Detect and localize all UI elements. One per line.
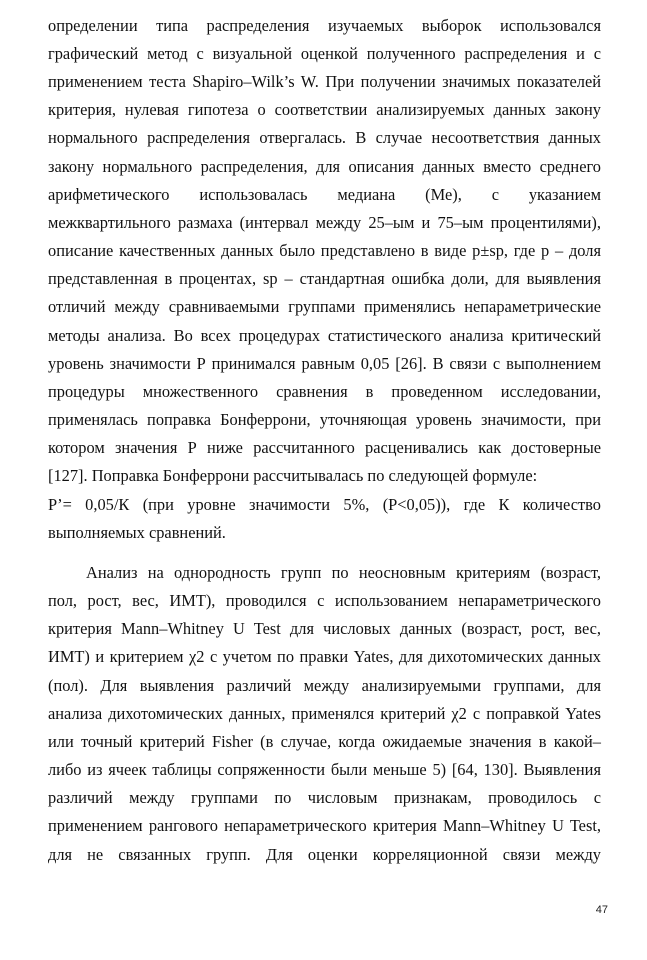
text-line: [127]. Поправка Бонферрони рассчитывалась по следующей формуле: bbox=[48, 466, 538, 485]
text-line: определении типа распределения изучаемых выборок использовался bbox=[48, 16, 601, 35]
text-line: отличий между сравниваемыми группами применялись непараметрические bbox=[48, 297, 601, 316]
text-line: или точный критерий Fisher (в случае, когда ожидаемые значения в какой– bbox=[48, 732, 601, 751]
page-number: 47 bbox=[595, 904, 608, 916]
text-line: либо из ячеек таблицы сопряженности были меньше 5) [64, 130]. Выявления bbox=[48, 760, 601, 779]
text-line: межквартильного размаха (интервал между 25–ым и 75–ым процентилями), bbox=[48, 213, 601, 232]
text-line: применялась поправка Бонферрони, уточняющая уровень значимости, при bbox=[48, 410, 601, 429]
text-line: представленная в процентах, sp – стандартная ошибка доли, для выявления bbox=[48, 269, 601, 288]
paragraph-first-line: Анализ на однородность групп по неосновным критериям (возраст, bbox=[86, 563, 601, 582]
text-line: критерия, нулевая гипотеза о соответствии анализируемых данных закону bbox=[48, 100, 601, 119]
text-line: нормального распределения отвергалась. В случае несоответствия данных bbox=[48, 128, 601, 147]
text-line: котором значения Р ниже рассчитанного расценивались как достоверные bbox=[48, 438, 601, 457]
text-line: критерия Mann–Whitney U Test для числовых данных (возраст, рост, вес, bbox=[48, 619, 601, 638]
text-line: для не связанных групп. Для оценки корреляционной связи между bbox=[48, 845, 601, 864]
text-line: различий между группами по числовым признакам, проводилось с bbox=[48, 788, 601, 807]
text-line: анализа дихотомических данных, применялся критерий χ2 с поправкой Yates bbox=[48, 704, 601, 723]
text-line: арифметического использовалась медиана (Ме), с указанием bbox=[48, 185, 601, 204]
text-line: (пол). Для выявления различий между анализируемыми группами, для bbox=[48, 676, 601, 695]
text-line: ИМТ) и критерием χ2 с учетом по правки Yates, для дихотомических данных bbox=[48, 647, 601, 666]
text-line: методы анализа. Во всех процедурах статистического анализа критический bbox=[48, 326, 601, 345]
text-line: пол, рост, вес, ИМТ), проводился с использованием непараметрического bbox=[48, 591, 601, 610]
text-line: применением рангового непараметрического критерия Mann–Whitney U Test, bbox=[48, 816, 601, 835]
text-line: Р’= 0,05/К (при уровне значимости 5%, (Р<0,05)), где К количество bbox=[48, 495, 601, 514]
text-line: описание качественных данных было представлено в виде p±sp, где p – доля bbox=[48, 241, 601, 260]
text-line: процедуры множественного сравнения в проведенном исследовании, bbox=[48, 382, 601, 401]
text-line: выполняемых сравнений. bbox=[48, 523, 226, 542]
text-line: графический метод с визуальной оценкой полученного распределения и с bbox=[48, 44, 601, 63]
text-line: применением теста Shapiro–Wilk’s W. При получении значимых показателей bbox=[48, 72, 601, 91]
text-line: уровень значимости Р принимался равным 0,05 [26]. В связи с выполнением bbox=[48, 354, 601, 373]
text-line: закону нормального распределения, для описания данных вместо среднего bbox=[48, 157, 601, 176]
